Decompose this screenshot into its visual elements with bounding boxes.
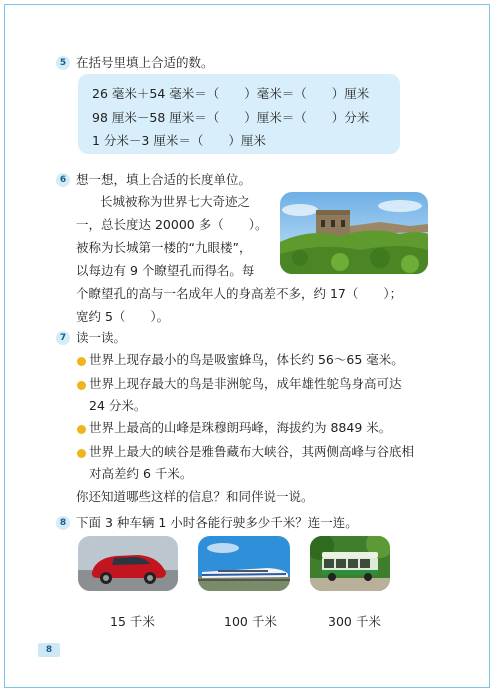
- car-image: [78, 536, 178, 591]
- q7-bullet-2-line-1: 世界上现存最大的鸟是非洲鸵鸟，成年雄性鸵鸟身高可达: [89, 376, 402, 391]
- question-number-7: 7: [56, 331, 70, 345]
- question-6-title: 想一想，填上合适的长度单位。: [76, 172, 252, 187]
- bullet-dot: [77, 357, 86, 366]
- q7-bullet-1: 世界上现存最小的鸟是吸蜜蜂鸟，体长约 56～65 毫米。: [89, 352, 404, 367]
- q6-text-line-4: 以每边有 9 个瞭望孔而得名。每: [76, 263, 255, 278]
- q6-text-line-3: 被称为长城第一楼的“九眼楼”，: [76, 240, 252, 255]
- question-5-title: 在括号里填上合适的数。: [76, 55, 214, 70]
- q5-line-3: 1 分米－3 厘米＝（ ）厘米: [92, 133, 266, 148]
- question-number-6: 6: [56, 173, 70, 187]
- q6-text-line-2: 一，总长度达 20000 多（ ）。: [76, 217, 268, 232]
- bullet-dot: [77, 425, 86, 434]
- sightseeing-bus-image: [310, 536, 390, 591]
- option-100-km[interactable]: 100 千米: [224, 614, 277, 629]
- page-number: 8: [38, 643, 60, 657]
- bullet-dot: [77, 449, 86, 458]
- q6-text-line-1: 长城被称为世界七大奇迹之: [100, 194, 251, 209]
- q7-bullet-4-line-1: 世界上最大的峡谷是雅鲁藏布大峡谷，其两侧高峰与谷底相: [89, 444, 415, 459]
- question-5-box: [78, 74, 400, 154]
- q5-line-1: 26 毫米＋54 毫米＝（ ）毫米＝（ ）厘米: [92, 86, 370, 101]
- q7-bullet-4-line-2: 对高差约 6 千米。: [89, 466, 193, 481]
- option-300-km[interactable]: 300 千米: [328, 614, 381, 629]
- q7-bullet-3: 世界上最高的山峰是珠穆朗玛峰，海拔约为 8849 米。: [89, 420, 392, 435]
- question-7-title: 读一读。: [76, 330, 127, 345]
- option-15-km[interactable]: 15 千米: [110, 614, 155, 629]
- q7-bullet-2-line-2: 24 分米。: [89, 398, 147, 413]
- question-number-8: 8: [56, 516, 70, 530]
- question-number-5: 5: [56, 56, 70, 70]
- q6-text-line-5: 个瞭望孔的高与一名成年人的身高差不多，约 17（ ）；: [76, 286, 403, 301]
- q5-line-2: 98 厘米－58 厘米＝（ ）厘米＝（ ）分米: [92, 110, 370, 125]
- train-image: [198, 536, 290, 591]
- q6-text-line-6: 宽约 5（ ）。: [76, 309, 170, 324]
- q7-footer: 你还知道哪些这样的信息？和同伴说一说。: [76, 489, 314, 504]
- question-8-title: 下面 3 种车辆 1 小时各能行驶多少千米？连一连。: [76, 515, 358, 530]
- bullet-dot: [77, 381, 86, 390]
- great-wall-image: [280, 192, 428, 274]
